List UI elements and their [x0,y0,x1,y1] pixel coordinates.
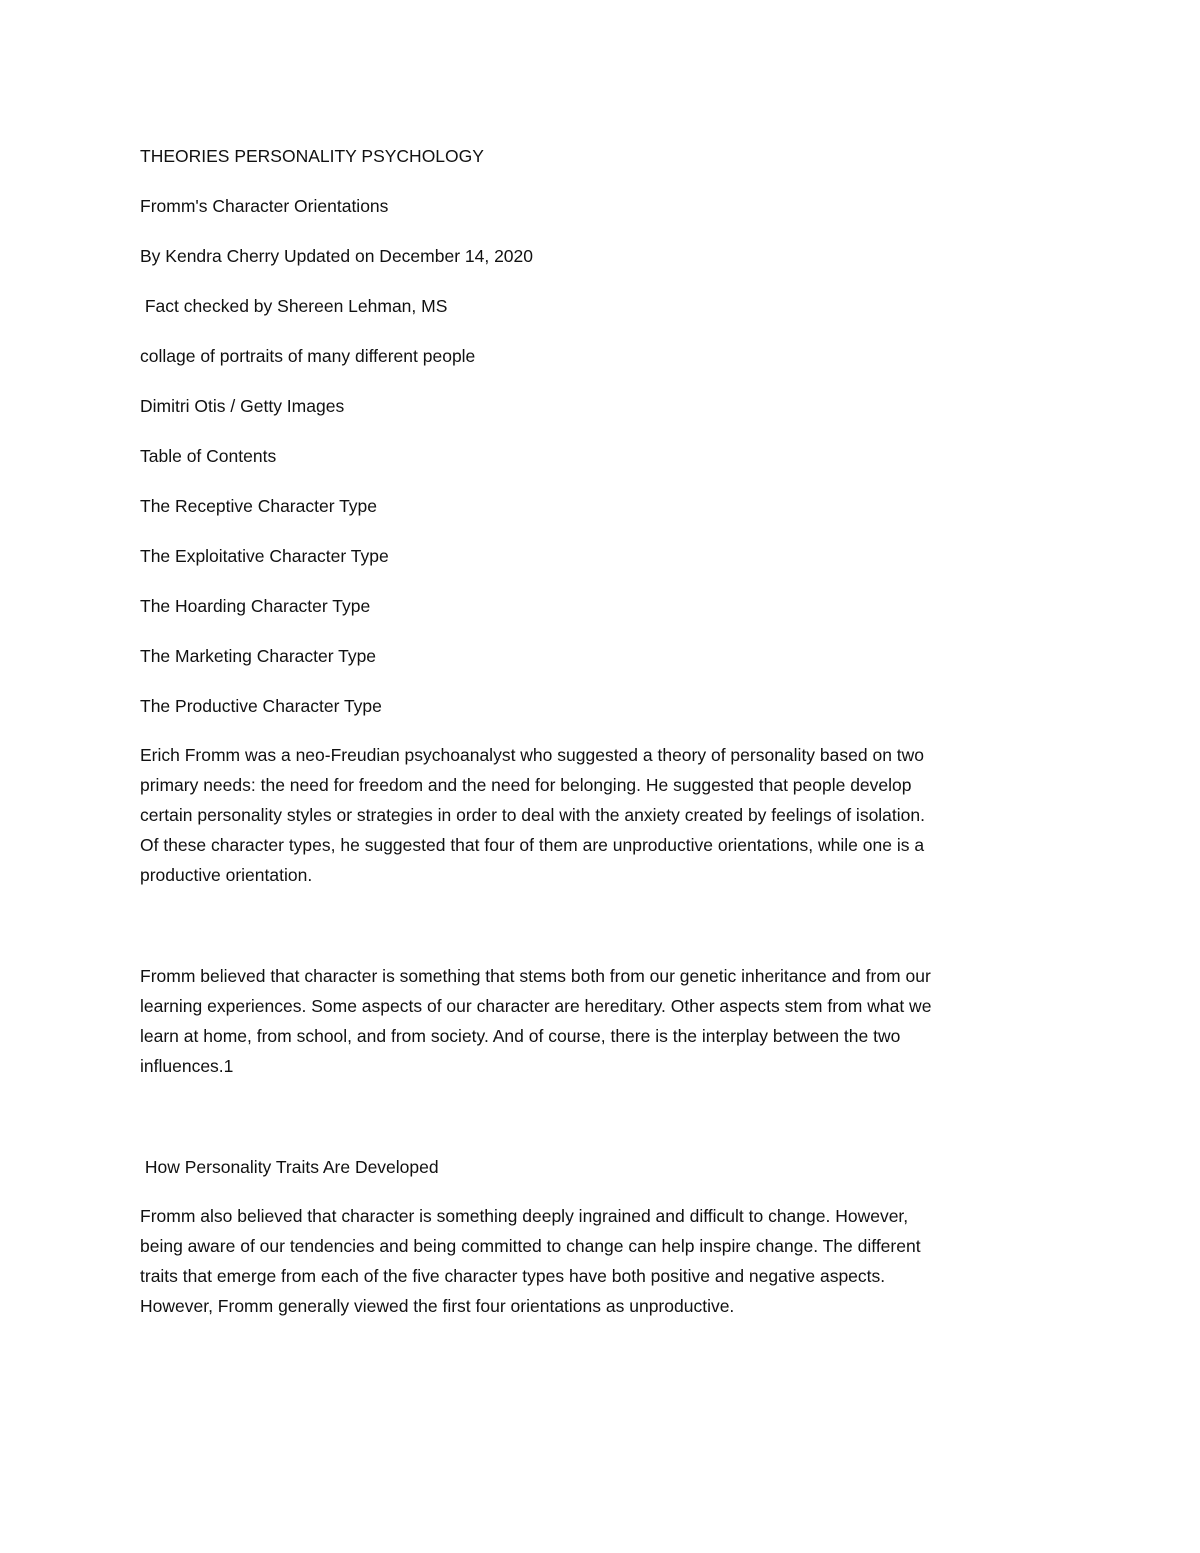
paragraph-line: primary needs: the need for freedom and the need for belonging. He suggested that people develop [140,775,912,795]
paragraph-line: Of these character types, he suggested that four of them are unproductive orientations, while one is a [140,835,925,855]
paragraph-line: Fromm believed that character is something that stems both from our genetic inheritance and from our [140,966,931,986]
byline: By Kendra Cherry Updated on December 14, 2020 [140,246,534,266]
paragraph-line: Erich Fromm was a neo-Freudian psychoanalyst who suggested a theory of personality based on two [140,745,925,765]
paragraph-line: learn at home, from school, and from society. And of course, there is the interplay between the two [140,1026,901,1046]
toc-heading: Table of Contents [140,446,277,466]
fact-check-line: Fact checked by Shereen Lehman, MS [140,296,448,316]
section-heading: How Personality Traits Are Developed [140,1157,439,1177]
toc-item-exploitative: The Exploitative Character Type [140,546,389,566]
document-category: THEORIES PERSONALITY PSYCHOLOGY [140,146,484,166]
paragraph-line: influences.1 [140,1056,234,1076]
toc-item-hoarding: The Hoarding Character Type [140,596,371,616]
paragraph-traits [140,1201,1060,1321]
paragraph-line: being aware of our tendencies and being committed to change can help inspire change. The different [140,1236,921,1256]
toc-item-productive: The Productive Character Type [140,696,382,716]
paragraph-line: certain personality styles or strategies in order to deal with the anxiety created by feelings of isolation. [140,805,925,825]
toc-item-marketing: The Marketing Character Type [140,646,377,666]
toc-item-receptive: The Receptive Character Type [140,496,378,516]
image-caption: collage of portraits of many different people [140,346,476,366]
paragraph-line: traits that emerge from each of the five character types have both positive and negative aspects. [140,1266,886,1286]
article-title: Fromm's Character Orientations [140,196,389,216]
paragraph-intro [140,740,1060,890]
image-credit: Dimitri Otis / Getty Images [140,396,345,416]
paragraph-line: learning experiences. Some aspects of our character are hereditary. Other aspects stem from what we [140,996,932,1016]
paragraph-line: However, Fromm generally viewed the first four orientations as unproductive. [140,1296,735,1316]
paragraph-line: Fromm also believed that character is something deeply ingrained and difficult to change. However, [140,1206,909,1226]
paragraph-line: productive orientation. [140,865,313,885]
paragraph-character-origins [140,961,1060,1081]
